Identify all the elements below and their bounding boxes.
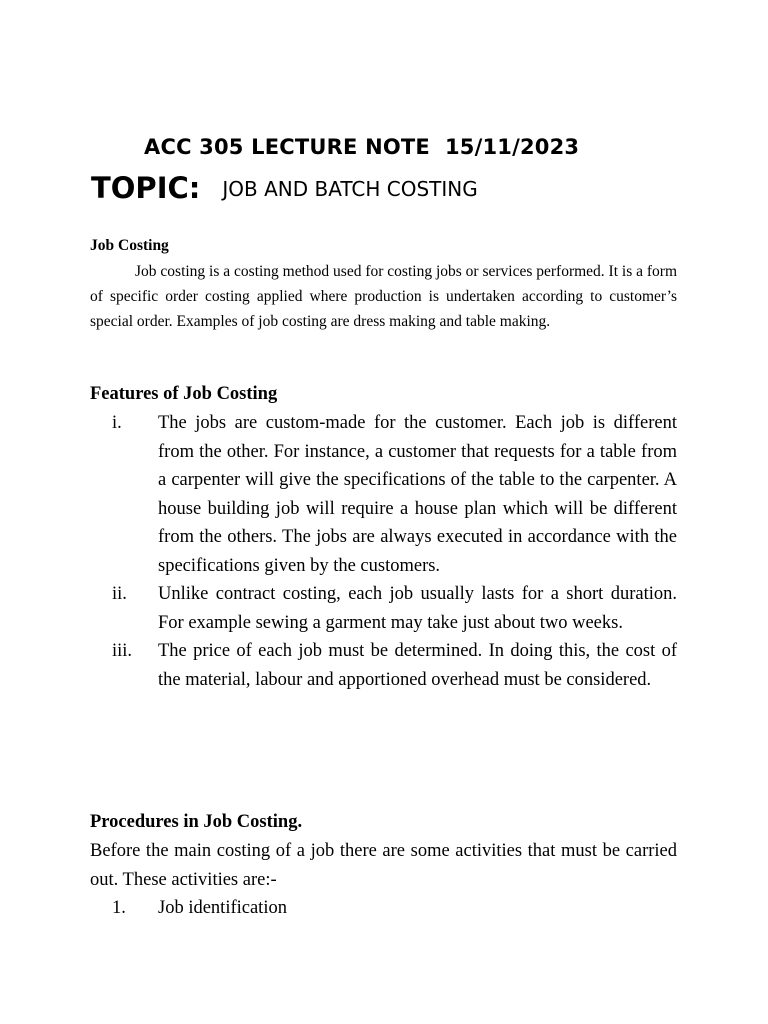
list-item-text: The price of each job must be determined. In doing this, the cost of the material, labour and apportioned overhead must be considered.	[158, 641, 677, 690]
procedures-section	[90, 810, 677, 923]
list-item-text: Job identification	[158, 898, 287, 918]
list-item-text: Unlike contract costing, each job usually lasts for a short duration. For example sewing a garment may take just about two weeks.	[158, 584, 677, 633]
features-heading: Features of Job Costing	[90, 384, 278, 404]
procedures-heading: Procedures in Job Costing.	[90, 812, 303, 832]
topic-line	[91, 171, 478, 205]
job-costing-heading: Job Costing	[90, 237, 169, 254]
list-marker: ii.	[112, 584, 127, 604]
topic-title: JOB AND BATCH COSTING	[222, 177, 478, 201]
procedures-list	[90, 894, 677, 923]
list-item	[90, 409, 677, 580]
features-list	[90, 409, 677, 694]
procedures-intro: Before the main costing of a job there are some activities that must be carried out. These activities are:-	[90, 841, 677, 890]
list-item	[90, 894, 677, 923]
list-marker: iii.	[112, 641, 133, 661]
list-item	[90, 637, 677, 694]
list-marker: i.	[112, 413, 122, 433]
list-item	[90, 580, 677, 637]
list-marker: 1.	[112, 898, 126, 918]
job-costing-paragraph: Job costing is a costing method used for costing jobs or services performed. It is a form of specific order costing applied where production is undertaken according to customer’s special order. Examples of job costing are dress making and table making.	[90, 263, 677, 330]
job-costing-section	[90, 236, 677, 334]
topic-label: TOPIC:	[91, 171, 201, 205]
list-item-text: The jobs are custom-made for the customer. Each job is different from the other. For instance, a customer that requests for a table from a carpenter will give the specifications of the table to the carpenter. A house building job will require a house plan which will be different from the others. The jobs are always executed in accordance with the specifications given by the customers.	[158, 413, 677, 576]
course-title: ACC 305 LECTURE NOTE 15/11/2023	[144, 135, 580, 159]
features-section	[90, 382, 677, 694]
